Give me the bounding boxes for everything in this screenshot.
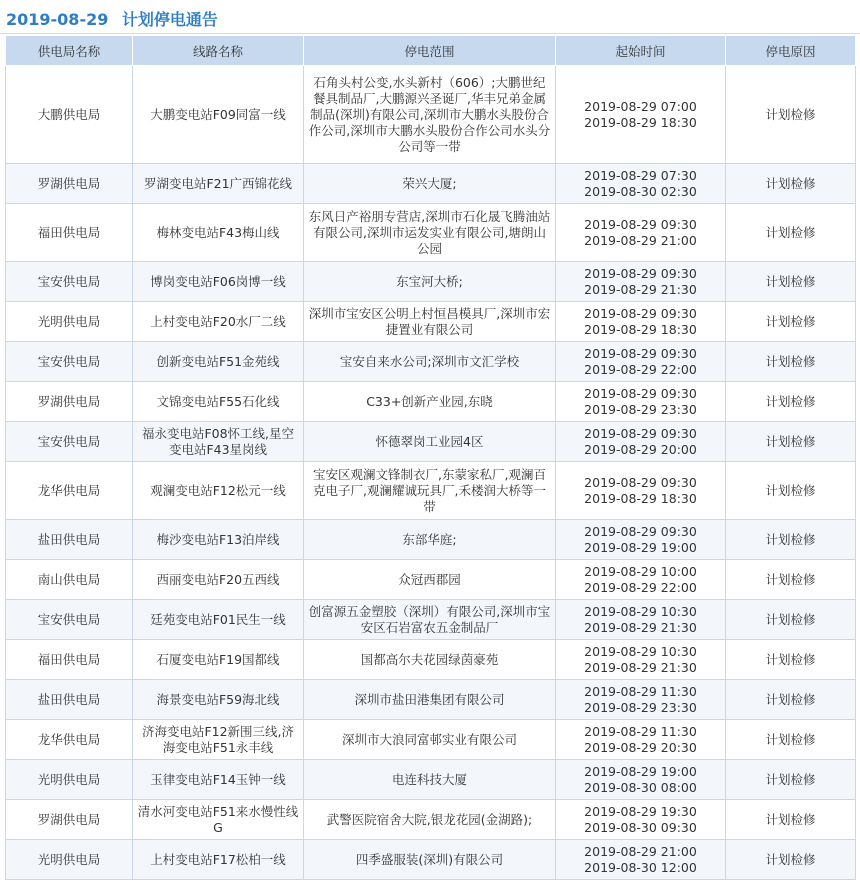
cell-scope: 宝安区观澜文锋制衣厂,东蒙家私厂,观澜百克电子厂,观澜耀诚玩具厂,禾楼润大桥等一带: [304, 462, 556, 520]
cell-time: [556, 262, 726, 302]
cell-time: [556, 840, 726, 880]
table-row: [6, 600, 856, 640]
cell-reason: 计划检修: [726, 66, 856, 164]
title-text: 计划停电通告: [121, 10, 218, 29]
cell-bureau: 宝安供电局: [6, 600, 133, 640]
start-time: 2019-08-29 07:30: [584, 167, 697, 183]
table-row: [6, 680, 856, 720]
cell-time: [556, 164, 726, 204]
end-time: 2019-08-29 18:30: [584, 114, 697, 130]
header-scope: 停电范围: [304, 36, 556, 66]
cell-bureau: 光明供电局: [6, 840, 133, 880]
end-time: 2019-08-29 21:30: [584, 619, 697, 635]
start-time: 2019-08-29 09:30: [584, 523, 697, 539]
cell-scope: 东风日产裕朋专营店,深圳市石化晟飞腾油站有限公司,深圳市运发实业有限公司,塘朗山公园: [304, 204, 556, 262]
cell-reason: 计划检修: [726, 760, 856, 800]
cell-line: 罗湖变电站F21广西锦花线: [133, 164, 304, 204]
table-row: [6, 66, 856, 164]
page-title: [0, 0, 860, 34]
cell-reason: 计划检修: [726, 560, 856, 600]
cell-bureau: 宝安供电局: [6, 262, 133, 302]
cell-reason: 计划检修: [726, 640, 856, 680]
start-time: 2019-08-29 19:30: [584, 803, 697, 819]
table-row: [6, 520, 856, 560]
cell-bureau: 罗湖供电局: [6, 800, 133, 840]
cell-scope: 创富源五金塑胶（深圳）有限公司,深圳市宝安区石岩富农五金制品厂: [304, 600, 556, 640]
cell-bureau: 盐田供电局: [6, 680, 133, 720]
end-time: 2019-08-30 08:00: [584, 779, 697, 795]
cell-line: 清水河变电站F51来水慢性线G: [133, 800, 304, 840]
cell-time: [556, 66, 726, 164]
header-line: 线路名称: [133, 36, 304, 66]
table-row: [6, 342, 856, 382]
title-date: 2019-08-29: [6, 10, 109, 29]
cell-time: [556, 302, 726, 342]
cell-bureau: 南山供电局: [6, 560, 133, 600]
cell-reason: 计划检修: [726, 680, 856, 720]
cell-reason: 计划检修: [726, 800, 856, 840]
cell-line: 大鹏变电站F09同富一线: [133, 66, 304, 164]
end-time: 2019-08-29 20:00: [584, 441, 697, 457]
cell-time: [556, 422, 726, 462]
cell-bureau: 龙华供电局: [6, 720, 133, 760]
cell-line: 西丽变电站F20五西线: [133, 560, 304, 600]
cell-scope: 东宝河大桥;: [304, 262, 556, 302]
start-time: 2019-08-29 19:00: [584, 763, 697, 779]
cell-reason: 计划检修: [726, 164, 856, 204]
cell-scope: 四季盛服装(深圳)有限公司: [304, 840, 556, 880]
end-time: 2019-08-29 18:30: [584, 490, 697, 506]
start-time: 2019-08-29 10:00: [584, 563, 697, 579]
cell-scope: 怀德翠岗工业园4区: [304, 422, 556, 462]
start-time: 2019-08-29 10:30: [584, 603, 697, 619]
cell-time: [556, 382, 726, 422]
cell-line: 观澜变电站F12松元一线: [133, 462, 304, 520]
cell-time: [556, 600, 726, 640]
cell-bureau: 大鹏供电局: [6, 66, 133, 164]
end-time: 2019-08-29 21:30: [584, 281, 697, 297]
cell-bureau: 光明供电局: [6, 302, 133, 342]
cell-time: [556, 520, 726, 560]
cell-reason: 计划检修: [726, 720, 856, 760]
cell-line: 文锦变电站F55石化线: [133, 382, 304, 422]
start-time: 2019-08-29 11:30: [584, 723, 697, 739]
start-time: 2019-08-29 09:30: [584, 345, 697, 361]
cell-bureau: 光明供电局: [6, 760, 133, 800]
table-row: [6, 382, 856, 422]
table-row: [6, 840, 856, 880]
end-time: 2019-08-30 12:00: [584, 859, 697, 875]
cell-time: [556, 462, 726, 520]
start-time: 2019-08-29 09:30: [584, 474, 697, 490]
table-row: [6, 720, 856, 760]
cell-scope: 深圳市盐田港集团有限公司: [304, 680, 556, 720]
cell-time: [556, 342, 726, 382]
header-reason: 停电原因: [726, 36, 856, 66]
end-time: 2019-08-29 19:00: [584, 539, 697, 555]
cell-time: [556, 640, 726, 680]
cell-bureau: 罗湖供电局: [6, 382, 133, 422]
start-time: 2019-08-29 09:30: [584, 305, 697, 321]
cell-bureau: 龙华供电局: [6, 462, 133, 520]
cell-bureau: 福田供电局: [6, 640, 133, 680]
cell-bureau: 宝安供电局: [6, 342, 133, 382]
table-row: [6, 640, 856, 680]
start-time: 2019-08-29 09:30: [584, 385, 697, 401]
cell-scope: 电连科技大厦: [304, 760, 556, 800]
start-time: 2019-08-29 07:00: [584, 98, 697, 114]
cell-scope: 深圳市宝安区公明上村恒昌模具厂,深圳市宏捷置业有限公司: [304, 302, 556, 342]
end-time: 2019-08-30 09:30: [584, 819, 697, 835]
cell-reason: 计划检修: [726, 520, 856, 560]
cell-line: 创新变电站F51金苑线: [133, 342, 304, 382]
cell-time: [556, 680, 726, 720]
cell-reason: 计划检修: [726, 204, 856, 262]
cell-line: 博岗变电站F06岗博一线: [133, 262, 304, 302]
cell-reason: 计划检修: [726, 342, 856, 382]
cell-reason: 计划检修: [726, 382, 856, 422]
start-time: 2019-08-29 09:30: [584, 265, 697, 281]
table-row: [6, 204, 856, 262]
header-time: 起始时间: [556, 36, 726, 66]
cell-scope: 荣兴大厦;: [304, 164, 556, 204]
end-time: 2019-08-29 23:30: [584, 401, 697, 417]
cell-scope: 武警医院宿舍大院,银龙花园(金湖路);: [304, 800, 556, 840]
header-bureau: 供电局名称: [6, 36, 133, 66]
cell-line: 福永变电站F08怀工线,星空变电站F43星岗线: [133, 422, 304, 462]
cell-scope: C33+创新产业园,东晓: [304, 382, 556, 422]
cell-time: [556, 560, 726, 600]
cell-bureau: 罗湖供电局: [6, 164, 133, 204]
cell-line: 廷苑变电站F01民生一线: [133, 600, 304, 640]
end-time: 2019-08-29 21:30: [584, 659, 697, 675]
cell-time: [556, 760, 726, 800]
cell-line: 石厦变电站F19国都线: [133, 640, 304, 680]
table-row: [6, 422, 856, 462]
cell-reason: 计划检修: [726, 840, 856, 880]
cell-line: 济海变电站F12新围三线,济海变电站F51永丰线: [133, 720, 304, 760]
cell-line: 海景变电站F59海北线: [133, 680, 304, 720]
end-time: 2019-08-29 22:00: [584, 579, 697, 595]
end-time: 2019-08-29 23:30: [584, 699, 697, 715]
cell-time: [556, 800, 726, 840]
cell-scope: 众冠西郡园: [304, 560, 556, 600]
cell-line: 上村变电站F20水厂二线: [133, 302, 304, 342]
cell-bureau: 福田供电局: [6, 204, 133, 262]
start-time: 2019-08-29 11:30: [584, 683, 697, 699]
cell-scope: 石角头村公变,水头新村（606）;大鹏世纪餐具制品厂,大鹏源兴圣诞厂,华丰兄弟金属制品(深圳)有限公司,深圳市大鹏水头股份合作公司,深圳市大鹏水头股份合作公司水头分公司等一带: [304, 66, 556, 164]
cell-reason: 计划检修: [726, 262, 856, 302]
cell-scope: 深圳市大浪同富邨实业有限公司: [304, 720, 556, 760]
table-row: [6, 262, 856, 302]
end-time: 2019-08-29 21:00: [584, 232, 697, 248]
cell-line: 玉律变电站F14玉钟一线: [133, 760, 304, 800]
table-row: [6, 760, 856, 800]
end-time: 2019-08-30 02:30: [584, 183, 697, 199]
cell-time: [556, 720, 726, 760]
cell-bureau: 盐田供电局: [6, 520, 133, 560]
start-time: 2019-08-29 10:30: [584, 643, 697, 659]
table-row: [6, 164, 856, 204]
end-time: 2019-08-29 18:30: [584, 321, 697, 337]
end-time: 2019-08-29 22:00: [584, 361, 697, 377]
table-row: [6, 302, 856, 342]
table-header-row: [6, 36, 856, 66]
end-time: 2019-08-29 20:30: [584, 739, 697, 755]
cell-bureau: 宝安供电局: [6, 422, 133, 462]
cell-line: 梅沙变电站F13泊岸线: [133, 520, 304, 560]
table-row: [6, 560, 856, 600]
cell-reason: 计划检修: [726, 462, 856, 520]
start-time: 2019-08-29 09:30: [584, 425, 697, 441]
cell-time: [556, 204, 726, 262]
start-time: 2019-08-29 21:00: [584, 843, 697, 859]
start-time: 2019-08-29 09:30: [584, 216, 697, 232]
cell-reason: 计划检修: [726, 422, 856, 462]
table-row: [6, 462, 856, 520]
cell-reason: 计划检修: [726, 600, 856, 640]
cell-scope: 宝安自来水公司;深圳市文汇学校: [304, 342, 556, 382]
cell-line: 梅林变电站F43梅山线: [133, 204, 304, 262]
cell-reason: 计划检修: [726, 302, 856, 342]
cell-line: 上村变电站F17松柏一线: [133, 840, 304, 880]
table-row: [6, 800, 856, 840]
outage-table: [5, 35, 856, 880]
cell-scope: 国都高尔夫花园绿茵豪苑: [304, 640, 556, 680]
cell-scope: 东部华庭;: [304, 520, 556, 560]
